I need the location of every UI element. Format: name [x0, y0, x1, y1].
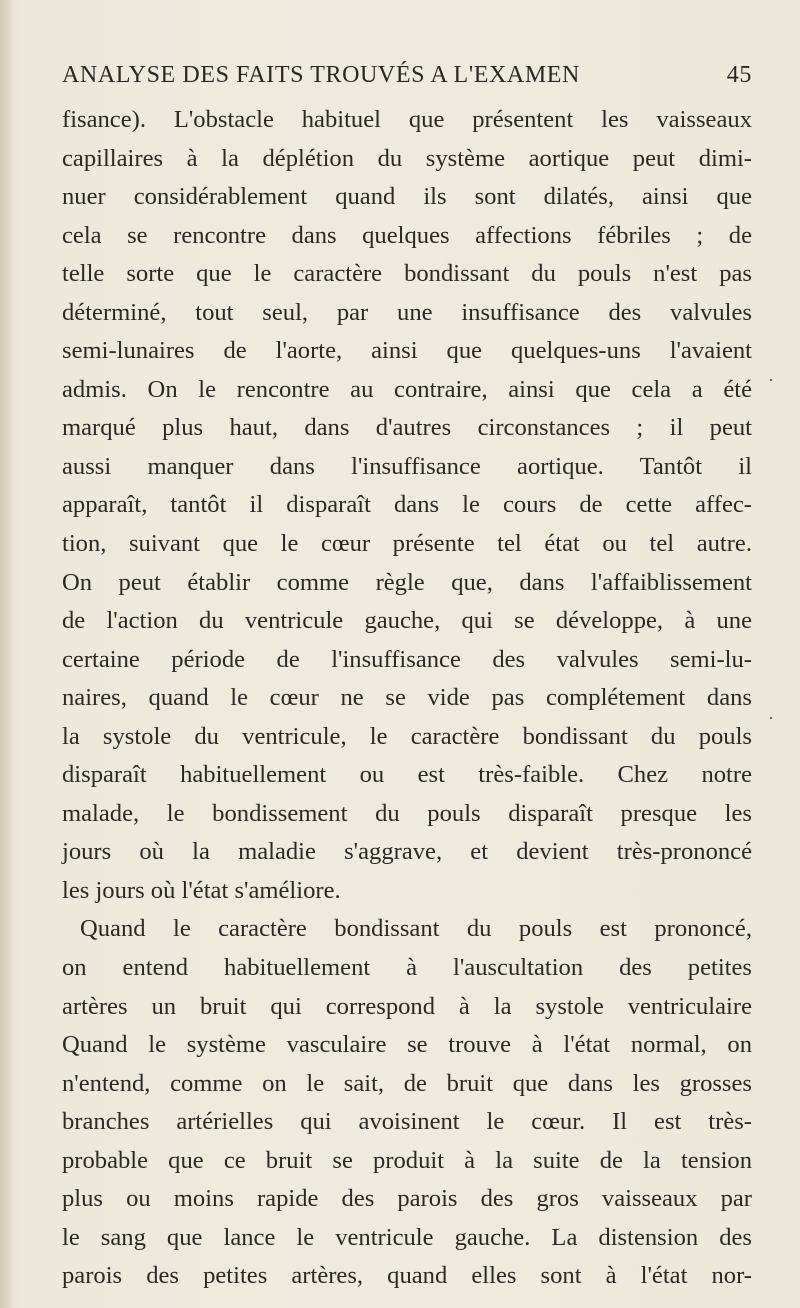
- text-line: Quand le caractère bondissant du pouls est prononcé,: [80, 915, 752, 943]
- text-line: jours où la maladie s'aggrave, et devient très-prononcé: [62, 838, 752, 866]
- margin-speck: ·: [768, 370, 774, 390]
- text-line: capillaires à la déplétion du système aortique peut dimi-: [62, 144, 752, 172]
- running-head: [62, 62, 752, 96]
- text-line: fisance). L'obstacle habituel que présentent les vaisseaux: [62, 106, 752, 133]
- text-line: on entend habituellement à l'auscultation des petites: [62, 954, 752, 982]
- margin-speck: ·: [768, 708, 774, 728]
- text-line: semi-lunaires de l'aorte, ainsi que quelques-uns l'avaient: [62, 337, 752, 365]
- text-line: déterminé, tout seul, par une insuffisance des valvules: [62, 298, 752, 326]
- text-line: parois des petites artères, quand elles sont à l'état nor-: [62, 1262, 752, 1290]
- text-line: n'entend, comme on le sait, de bruit que dans les grosses: [62, 1069, 752, 1097]
- text-line: aussi manquer dans l'insuffisance aortique. Tantôt il: [62, 452, 752, 480]
- text-line: naires, quand le cœur ne se vide pas complétement dans: [62, 684, 752, 712]
- text-line: malade, le bondissement du pouls disparaît presque les: [62, 799, 752, 827]
- text-line: plus ou moins rapide des parois des gros vaisseaux par: [62, 1185, 752, 1213]
- text-line: nuer considérablement quand ils sont dilatés, ainsi que: [62, 183, 752, 211]
- text-line: le sang que lance le ventricule gauche. La distension des: [62, 1223, 752, 1251]
- text-line: telle sorte que le caractère bondissant du pouls n'est pas: [62, 260, 752, 288]
- text-line: cela se rencontre dans quelques affections fébriles ; de: [62, 221, 752, 249]
- text-line: disparaît habituellement ou est très-faible. Chez notre: [62, 761, 752, 789]
- text-line: marqué plus haut, dans d'autres circonstances ; il peut: [62, 414, 752, 442]
- text-line: probable que ce bruit se produit à la suite de la tension: [62, 1146, 752, 1174]
- page-number: 45: [726, 62, 752, 88]
- text-line: la systole du ventricule, le caractère bondissant du pouls: [62, 722, 752, 750]
- text-line: les jours où l'état s'améliore.: [62, 876, 341, 904]
- body-text: [62, 101, 752, 1296]
- text-line: de l'action du ventricule gauche, qui se développe, à une: [62, 607, 752, 635]
- page-gutter-shadow: [0, 0, 14, 1308]
- text-line: certaine période de l'insuffisance des valvules semi-lu-: [62, 645, 752, 673]
- text-line: admis. On le rencontre au contraire, ainsi que cela a été: [62, 375, 752, 403]
- running-title: ANALYSE DES FAITS TROUVÉS A L'EXAMEN: [62, 62, 580, 88]
- text-line: branches artérielles qui avoisinent le cœur. Il est très-: [62, 1108, 752, 1136]
- text-line: apparaît, tantôt il disparaît dans le cours de cette affec-: [62, 491, 752, 519]
- text-line: Quand le système vasculaire se trouve à l'état normal, on: [62, 1031, 752, 1059]
- text-line: tion, suivant que le cœur présente tel état ou tel autre.: [62, 530, 752, 558]
- text-line: On peut établir comme règle que, dans l'affaiblissement: [62, 568, 752, 596]
- text-line: artères un bruit qui correspond à la systole ventriculaire: [62, 992, 752, 1020]
